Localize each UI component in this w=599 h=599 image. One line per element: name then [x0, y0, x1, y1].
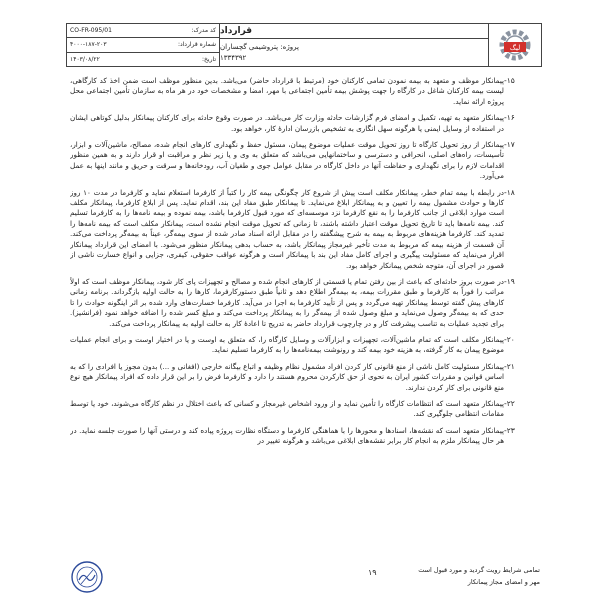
- clause-number: -۲۳: [504, 425, 515, 435]
- clause-number: -۱۹: [504, 276, 515, 286]
- clause-text: پیمانکار مکلف است که تمام ماشین‌آلات، تجهیزات و ابزارآلات و وسایل کارگاه را، که متعلق به اوست و یا در اختیار اوست و برای انجام عملیات موضوع پیمان به کار گرفته، به هزینه خود بیمه کند و رونوشت بیمه‌نامه‌ها را به کارفرما تسلیم نماید.: [70, 334, 504, 355]
- clause-number: -۱۵: [504, 76, 515, 85]
- contract-clauses: [70, 76, 536, 548]
- project-code: ۱۳۳۴۳۹۲: [220, 53, 247, 62]
- project-info: [220, 39, 488, 66]
- date-row: [67, 53, 219, 66]
- clause-item: [70, 426, 536, 447]
- clause-text: پیمانکار از روز تحویل کارگاه تا روز تحویل موقت عملیات موضوع پیمان، مسئول حفظ و نگهداری کارهای انجام شده، مصالح، ماشین‌آلات و ابزار، تأسیسات، راه‌های اصلی، انحرافی و دسترسی و ساختمانهایی می‌باشد که متعلق به وی و یا زیر نظر و مراقبت او قرار دارند و به همین منظور اقدامات لازم را برای نگهداری و حفاظت آنها در داخل کارگاه در مقابل عوامل جوی و طغیان آب، رودخانه‌ها و سرقت و حریق و مانند اینها به عمل می‌آورد.: [70, 140, 504, 181]
- doc-code-value: CO-FR-095/01: [70, 27, 112, 35]
- header-title-block: [220, 24, 488, 66]
- clause-number: -۲۱: [504, 361, 515, 371]
- acceptance-line: تمامی شرایط رویت گردید و مورد قبول است: [418, 566, 540, 574]
- doc-code-row: [67, 24, 219, 38]
- doc-code-label: کد مدرک:: [191, 27, 216, 35]
- clause-number: -۲۰: [504, 334, 515, 344]
- company-stamp: [70, 560, 104, 598]
- clause-item: [70, 399, 536, 420]
- page-number: ۱۹: [368, 568, 377, 577]
- contract-no-value: ۴۰۰۰-۱۸۷-۲۰۳: [70, 41, 107, 49]
- document-header: [66, 23, 542, 67]
- page-footer: [66, 560, 540, 594]
- clause-number: -۱۸: [504, 187, 515, 197]
- clause-text: پیمانکار متعهد به تهیه، تکمیل و امضای فرم گزارشات حادثه وزارت کار می‌باشد. در صورت وقوع حادثه برای کارکنان پیمانکار بدلیل کوتاهی ایشان در استفاده از وسایل ایمنی یا هرگونه سهل انگاری به تشخیص بازرسان ادارهٔ کار، خواهد بود.: [70, 113, 504, 133]
- clause-item: [70, 362, 536, 393]
- contract-no-label: شماره قرارداد:: [177, 41, 216, 49]
- clause-text: پیمانکار متعهد است که نقشه‌ها، اسنادها و محورها را با هماهنگی کارفرما و دستگاه نظارت پروژه پیاده کند و درستی آنها را صورت جلسه نماید. در هر حال پیمانکار ملزم به انجام کار برابر نقشه‌های ابلاغی می‌باشد و هرگونه تغییر در: [70, 425, 504, 446]
- date-label: تاریخ:: [202, 55, 216, 63]
- clause-number: -۱۶: [504, 113, 515, 123]
- clause-number: -۲۲: [504, 398, 515, 408]
- gear-logo-icon: [495, 27, 535, 63]
- clause-item: [70, 76, 536, 107]
- project-label: پروژه: پتروشیمی گچساران: [220, 42, 299, 51]
- clause-text: پیمانکار موظف و متعهد به بیمه نمودن تمامی کارکنان خود (مرتبط با قرارداد حاضر) می‌باشد. بدین منظور موظف است ضمن اخذ کد کارگاهی، لیست بیمه کارکنان شاغل در کارگاه را جهت پوشش بیمه تأمین اجتماعی با مهر، امضا و مشخصات خود در هر ماه به سازمان تأمین اجتماعی محل پروژه ارائه نماید.: [70, 76, 504, 106]
- contract-no-row: [67, 38, 219, 52]
- clause-text: در رابطه با بیمه تمام خطر، پیمانکار مکلف است پیش از شروع کار چگونگی بیمه کار را کتباً از کارفرما استعلام نماید و کارفرما در مدت ۱۰ روز کارها و حوادث مشمول بیمه را تعیین و به پیمانکار ابلاغ می‌نماید. تا پیمانکار طبق مفاد این بند، اقدام نماید. پس از ابلاغ کارفرما، پیمانکار مکلف است موارد ابلاغی از جانب کارفرما را به نفع کارفرما نزد موسسه‌ای که مورد قبول کارفرما باشد، بیمه نموده و بیمه نامه‌ها را به کارفرما تسلیم کند. بیمه نامه‌ها باید تا تاریخ تحویل موقت اعتبار داشته باشند، تا زمانی که تحویل موقت انجام نشده است، پیمانکار مکلف است که بیمه نامه‌ها را تمدید کند. کارفرما هزینه‌های مربوط به بیمه به شرح پیشگفته را در مقابل ارائه اسناد صادر شده از سوی بیمه‌گر، عیناً به بیمه‌گر پرداخت می‌کند. آن قسمت از هزینه بیمه که مربوط به مدت تأخیر غیرمجاز پیمانکار باشد، به حساب بدهی پیمانکار منظور می‌شود. با امضای این قرارداد پیمانکار اقرار می‌نماید که مسئولیت پیگیری و اجرای کامل مفاد این بند با پیمانکار است و هرگونه عواقب حقوقی، کیفری، جزایی و انواع خسارت ناشی از قصور در اجرای آن، متوجه شخص پیمانکار خواهد بود.: [70, 187, 504, 270]
- date-value: ۱۴۰۳/۰۸/۲۲: [70, 55, 100, 63]
- clause-item: [70, 188, 536, 271]
- signature-line: مهر و امضای مجاز پیمانکار: [467, 578, 540, 586]
- company-logo: [488, 24, 541, 66]
- clause-item: [70, 335, 536, 356]
- clause-text: در صورت بروز حادثه‌ای که باعث از بین رفتن تمام یا قسمتی از کارهای انجام شده و مصالح و تجهیزات پای کار شود، پیمانکار موظف است که اولاً مراتب را فوراً به کارفرما و طبق مقررات بیمه، به بیمه‌گر اطلاع دهد و ثانیاً طبق دستورکارفرما، کارها را به حالت اولیه بازگرداند. برنامه زمانی کارهای پیش گفته توسط پیمانکار تهیه می‌گردد و پس از تأیید کارفرما به اجرا در می‌آید. کارفرما خسارت‌های وارد شده بر اثر اینگونه حوادث را تا حدی که به بیمه‌گر وصول می‌نماید و مبلغ وصول شده از بیمه‌گر را به پیمانکار پرداخت می‌کند و مبلغ کسر شده را اضافه خواهد نمود (فرانشیز). برای تجدید عملیات به تناسب پیشرفت کار و در چارچوب قرارداد حاضر به تدریج تا اعادهٔ کار به حالت اولیه به پیمانکار پرداخت می‌کند.: [70, 276, 504, 328]
- document-info-box: [67, 24, 220, 66]
- acceptance-note: [365, 564, 540, 588]
- clause-number: -۱۷: [504, 140, 515, 150]
- logo-text: لیگ: [509, 44, 521, 52]
- clause-text: پیمانکار متعهد است که انتظامات کارگاه را تأمین نماید و از ورود اشخاص غیرمجاز و کسانی که باعث اختلال در نظم کارگاه می‌شوند، خود یا توسط مقامات انتظامی جلوگیری کند.: [70, 398, 504, 419]
- clause-item: [70, 140, 536, 182]
- document-title: قرارداد: [220, 24, 488, 39]
- clause-item: [70, 277, 536, 329]
- clause-item: [70, 113, 536, 134]
- clause-text: پیمانکار مسئولیت کامل ناشی از منع قانونی کار کردن افراد مشمول نظام وظیفه و اتباع بیگانه خارجی (افغانی و ...) بدون مجوز یا افرادی را که به اساس قوانین و مقررات کشور ایران به نحوی از حق کارکردن محروم هستند را دارد و کارفرما فرض را بر این قرار داده که افراد پیمانکار هیچ نوع منع قانونی برای کار کردن ندارند.: [70, 361, 504, 392]
- stamp-seal-icon: [70, 560, 104, 594]
